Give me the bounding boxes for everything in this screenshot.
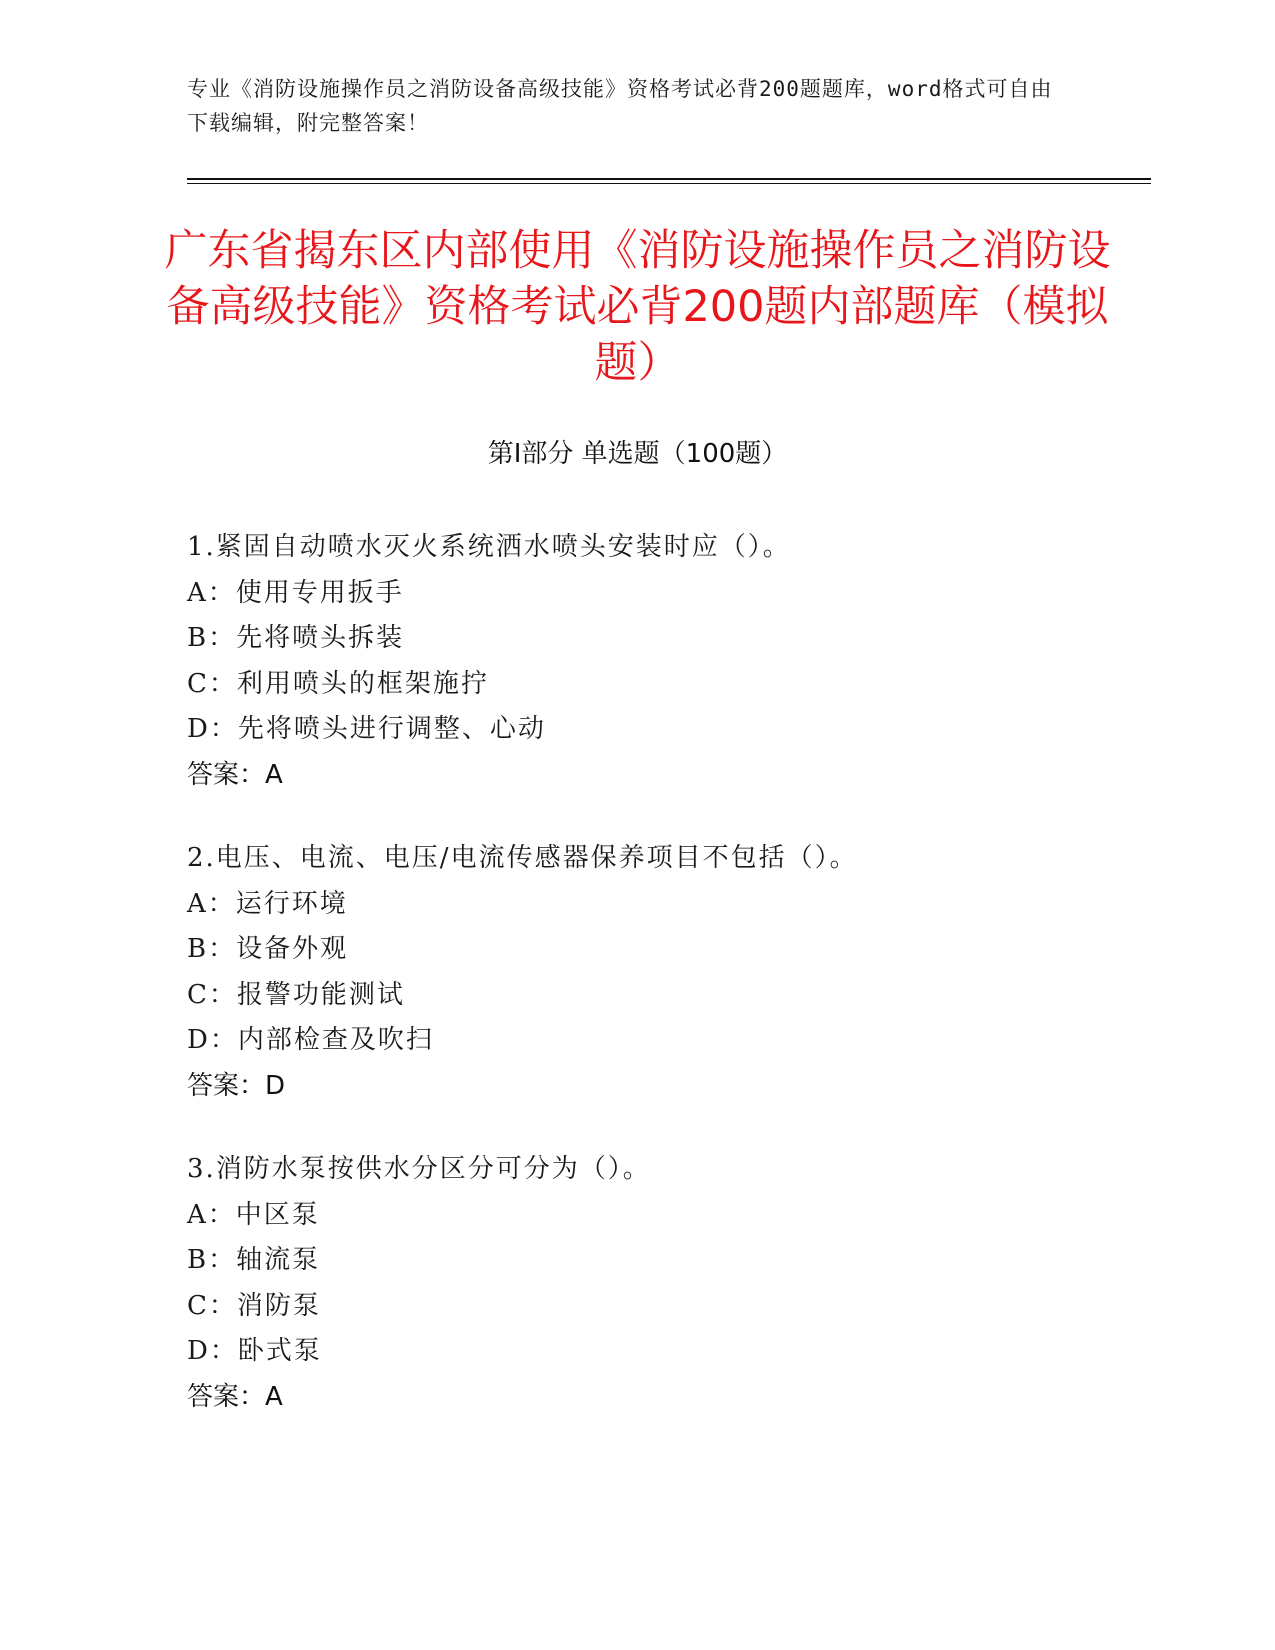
option-c: C：利用喷头的框架施拧 <box>187 668 489 699</box>
question-3 <box>187 1147 1147 1420</box>
question-stem: 3.消防水泵按供水分区分可分为（）。 <box>187 1154 651 1184</box>
option-a: A：使用专用扳手 <box>187 577 404 608</box>
option-d: D：内部检查及吹扫 <box>187 1025 434 1055</box>
option-b: B：轴流泵 <box>187 1245 321 1275</box>
question-2 <box>187 836 1147 1109</box>
option-d: D：先将喷头进行调整、心动 <box>187 714 546 744</box>
option-a: A：运行环境 <box>187 888 348 919</box>
option-b: B：设备外观 <box>187 934 349 964</box>
option-d: D：卧式泵 <box>187 1336 322 1366</box>
document-title: 广东省揭东区内部使用《消防设施操作员之消防设备高级技能》资格考试必背200题内部题库（模拟题） <box>164 226 1111 388</box>
header-divider-thick <box>187 178 1151 180</box>
option-c: C：消防泵 <box>187 1290 321 1321</box>
option-c: C：报警功能测试 <box>187 979 405 1010</box>
question-stem: 1.紧固自动喷水灭火系统洒水喷头安装时应（）。 <box>187 532 791 562</box>
header-note: 专业《消防设施操作员之消防设备高级技能》资格考试必背200题题库，word格式可自由下载编辑，附完整答案！ <box>187 77 1053 135</box>
section-title: 第Ⅰ部分 单选题（100题） <box>487 439 788 469</box>
question-list <box>187 525 1147 1458</box>
option-b: B：先将喷头拆装 <box>187 623 405 653</box>
answer-line: 答案：A <box>187 759 283 790</box>
answer-line: 答案：D <box>187 1070 286 1101</box>
answer-line: 答案：A <box>187 1381 283 1412</box>
header-divider-thin <box>187 183 1151 184</box>
option-a: A：中区泵 <box>187 1199 320 1230</box>
question-1 <box>187 525 1147 798</box>
question-stem: 2.电压、电流、电压/电流传感器保养项目不包括（）。 <box>187 843 858 873</box>
